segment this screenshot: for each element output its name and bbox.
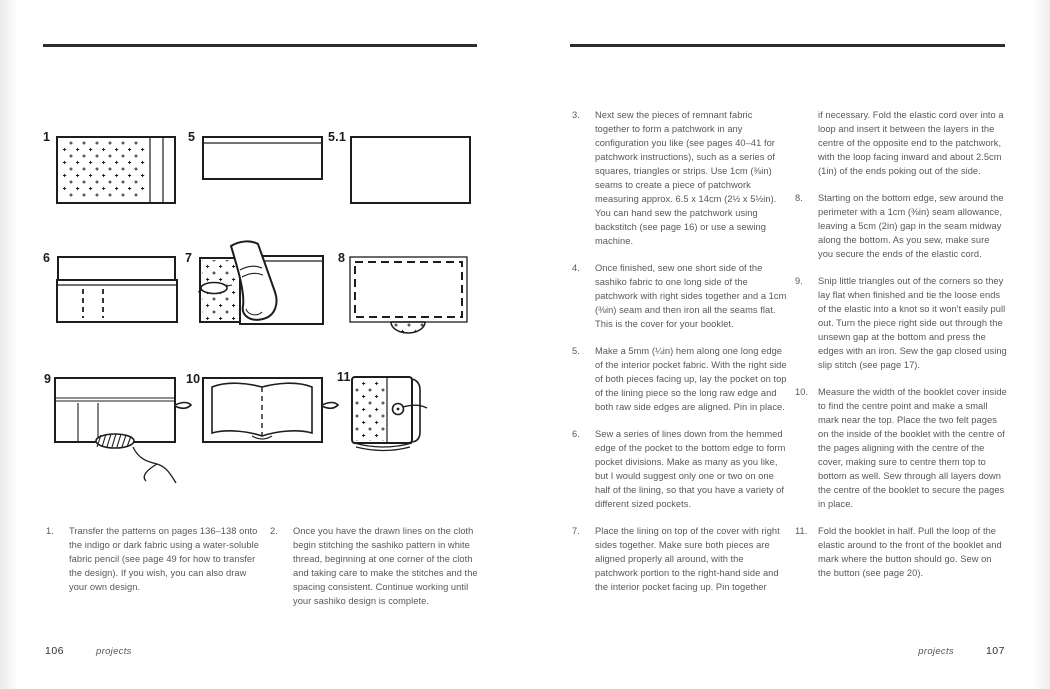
step-number: 2.	[270, 526, 278, 536]
step-number: 9.	[795, 276, 803, 286]
right-folio	[918, 645, 1005, 657]
step-text: Transfer the patterns on pages 136–138 onto the indigo or dark fabric using a water-soluble fabric pencil (see page 49 for how to transfer the design). If you wish, you can also draw your own design.	[69, 526, 259, 592]
right-page-column-right	[795, 108, 1007, 593]
step-number: 8.	[795, 193, 803, 203]
right-page-column-left	[572, 108, 788, 607]
figure-label-9: 9	[44, 372, 52, 386]
section-label: projects	[96, 646, 132, 657]
figure-label-7: 7	[185, 251, 193, 265]
figures-area	[35, 120, 487, 510]
step-number: 10.	[795, 387, 809, 397]
step-text: Fold the booklet in half. Pull the loop of the elastic around to the front of the booklet and mark where the button should go. Sew on the button (see page 20).	[818, 526, 1002, 578]
step-number: 5.	[572, 346, 580, 356]
instruction-step	[795, 191, 1007, 261]
step-number: 11.	[795, 526, 808, 536]
step-text: Snip little triangles out of the corners so they lay flat when finished and tie the loose ends of the elastic into a knot so it won't easily pull out. Turn the piece right side out through the unsewn gap at the bottom and press the edges with an iron. Sew the gap closed using slip stitch (see page 17).	[818, 276, 1007, 370]
step-number: 6.	[572, 429, 580, 439]
figure-label-5: 5	[188, 130, 196, 144]
step-text: Measure the width of the booklet cover inside to find the centre point and make a small mark near the top. Place the two felt pages on the inside of the booklet with the centre of the pages aligning with the centre of the cover, making sure to centre them top to bottom as well. Sew through all layers down the centre of the booklet to secure the pages in place.	[818, 387, 1007, 509]
figure-label-5-1: 5.1	[328, 130, 346, 144]
figure-10-pages-in-cover	[203, 378, 338, 442]
left-page-step-1	[46, 524, 262, 607]
instruction-step	[795, 385, 1007, 511]
diagram-artwork	[35, 120, 487, 510]
page-number: 106	[45, 645, 65, 657]
step-text: Sew a series of lines down from the hemmed edge of the pocket to the bottom edge to form pocket divisions. Make as many as you like, but I would suggest only one or two on one half of the lining, so that you have a variety of different sized pockets.	[595, 429, 786, 509]
instruction-step	[572, 108, 788, 248]
instruction-step	[270, 524, 486, 608]
top-rule	[43, 44, 477, 47]
step-number: 7.	[572, 526, 580, 536]
instruction-step	[572, 344, 788, 414]
figure-5-hemmed-strip	[203, 137, 322, 179]
figure-label-6: 6	[43, 251, 51, 265]
figure-5-1-lining-piece	[351, 137, 470, 203]
instruction-step	[795, 524, 1007, 580]
left-page-step-2	[270, 524, 486, 621]
step-text: Place the lining on top of the cover with right sides together. Make sure both pieces are aligned properly all around, with the patchwork portion to the right-hand side and the interior pocket facing up. Pin together	[595, 526, 780, 592]
figure-label-10: 10	[186, 372, 201, 386]
instruction-step	[795, 274, 1007, 372]
instruction-step-continuation	[795, 108, 1007, 178]
instruction-step	[572, 261, 788, 331]
step-text: Make a 5mm (¼in) hem along one long edge of the interior pocket fabric. With the right side of both pieces facing up, lay the pocket on top of the lining piece so the long raw edge and both raw side edges are aligned. Pin in place.	[595, 346, 787, 412]
step-text: Starting on the bottom edge, sew around the perimeter with a 1cm (⅜in) seam allowance, leaving a 5cm (2in) gap in the seam midway along the bottom. As you sew, make sure you secure the ends of the elastic cord.	[818, 193, 1004, 259]
step-number: 3.	[572, 110, 580, 120]
left-folio	[45, 645, 132, 657]
figure-9-slip-stitch-gap	[55, 378, 191, 483]
figure-label-11: 11	[337, 370, 351, 384]
figure-1-sashiko-panel	[57, 137, 175, 203]
figure-6-pocket-divisions	[57, 257, 177, 322]
top-rule	[570, 44, 1005, 47]
instruction-step	[572, 524, 788, 594]
page-right	[525, 0, 1050, 689]
figure-8-sewn-perimeter	[350, 257, 467, 333]
step-text: Once you have the drawn lines on the cloth begin stitching the sashiko pattern in white thread, beginning at one corner of the cloth and taking care to make the stitches and the spacing consistent. Continue working until your sashiko design is complete.	[293, 526, 478, 606]
figure-11-finished-booklet	[352, 377, 427, 451]
instruction-step	[46, 524, 262, 594]
figure-7-lining-on-cover	[198, 241, 323, 324]
step-text: Next sew the pieces of remnant fabric together to form a patchwork in any configuration you like (see pages 40–41 for patchwork instructions), such as a series of squares, triangles or strips. Use 1cm (⅜in) seams to create a piece of patchwork measuring approx. 6.5 x 14cm (2½ x 5½in). You can hand sew the patchwork using backstitch (see page 16) or use a sewing machine.	[595, 110, 777, 246]
step-number: 4.	[572, 263, 580, 273]
section-label: projects	[918, 646, 954, 657]
step-number: 1.	[46, 526, 54, 536]
page-number: 107	[985, 645, 1005, 657]
step-number	[795, 108, 818, 178]
figure-label-8: 8	[338, 251, 346, 265]
step-text: Once finished, sew one short side of the sashiko fabric to one long side of the patchwork with right sides together and a 1cm (⅜in) seam and then iron all the seams flat. This is the cover for your booklet.	[595, 263, 787, 329]
instruction-step	[572, 427, 788, 511]
figure-label-1: 1	[43, 130, 51, 144]
step-text: if necessary. Fold the elastic cord over into a loop and insert it between the layers in the centre of the opposite end to the patchwork, with the loop facing inward and about 2.5cm (1in) of the ends poking out of the side.	[818, 110, 1004, 176]
